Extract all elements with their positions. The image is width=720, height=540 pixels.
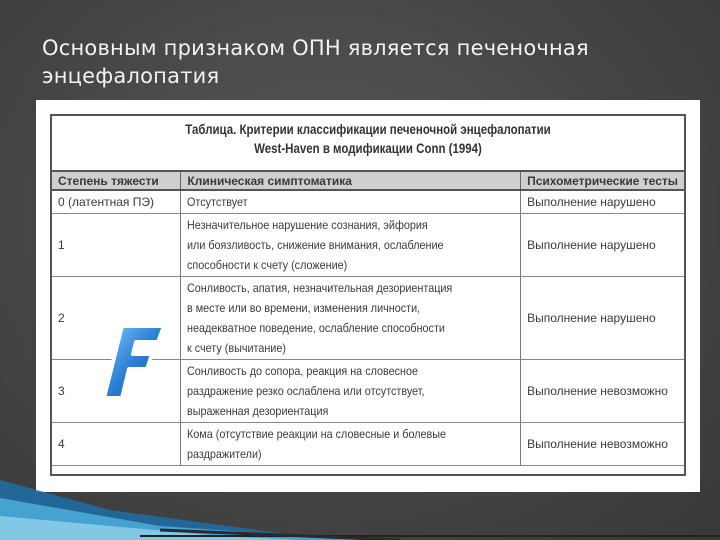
symptom-line: в месте или во времени, изменения личности,	[187, 301, 421, 315]
header-symptoms: Клиническая симптоматика	[181, 171, 521, 190]
tests-cell: Выполнение невозможно	[521, 423, 684, 466]
grade-cell: 2	[52, 277, 181, 360]
table-row	[52, 214, 684, 277]
symptom-line: выраженная дезориентация	[187, 404, 329, 418]
letter-f-logo-icon	[100, 320, 170, 404]
symptom-line: Незначительное нарушение сознания, эйфория	[187, 218, 429, 232]
symptoms-cell	[181, 214, 521, 277]
symptoms-cell	[181, 277, 521, 360]
symptoms-cell	[181, 190, 521, 214]
tests-cell: Выполнение нарушено	[521, 214, 684, 277]
grade-cell: 0 (латентная ПЭ)	[52, 190, 181, 214]
grade-cell: 1	[52, 214, 181, 277]
criteria-table-image	[36, 100, 700, 492]
symptom-line: способности к счету (сложение)	[187, 258, 348, 272]
table-row	[52, 190, 684, 214]
table-header-row	[52, 171, 684, 190]
grade-cell: 4	[52, 423, 181, 466]
symptom-line: Сонливость до сопора, реакция на словесное	[187, 364, 419, 378]
symptom-line: Отсутствует	[187, 195, 248, 209]
caption-line-1: Таблица. Критерии классификации печеночной энцефалопатии	[185, 122, 551, 137]
symptom-line: Кома (отсутствие реакции на словесные и болевые	[187, 427, 447, 441]
tests-cell: Выполнение невозможно	[521, 360, 684, 423]
symptom-line: или боязливость, снижение внимания, ослабление	[187, 238, 444, 252]
symptom-line: неадекватное поведение, ослабление способности	[187, 321, 446, 335]
caption-line-2: West-Haven в модификации Conn (1994)	[254, 141, 482, 156]
tests-cell: Выполнение нарушено	[521, 190, 684, 214]
symptoms-cell	[181, 360, 521, 423]
header-grade: Степень тяжести	[52, 171, 181, 190]
slide-title: Основным признаком ОПН является печеночная энцефалопатия	[42, 36, 589, 88]
grade-cell: 3	[52, 360, 181, 423]
symptom-line: раздражение резко ослаблена или отсутствует,	[187, 384, 425, 398]
criteria-table	[52, 170, 684, 466]
tests-cell: Выполнение нарушено	[521, 277, 684, 360]
table-caption	[99, 120, 636, 168]
corner-decoration	[0, 450, 720, 540]
header-tests: Психометрические тесты	[521, 171, 684, 190]
table-frame	[50, 114, 686, 476]
symptom-line: к счету (вычитание)	[187, 341, 287, 355]
symptom-line: Сонливость, апатия, незначительная дезориентация	[187, 281, 453, 295]
symptom-line: раздражители)	[187, 447, 262, 461]
